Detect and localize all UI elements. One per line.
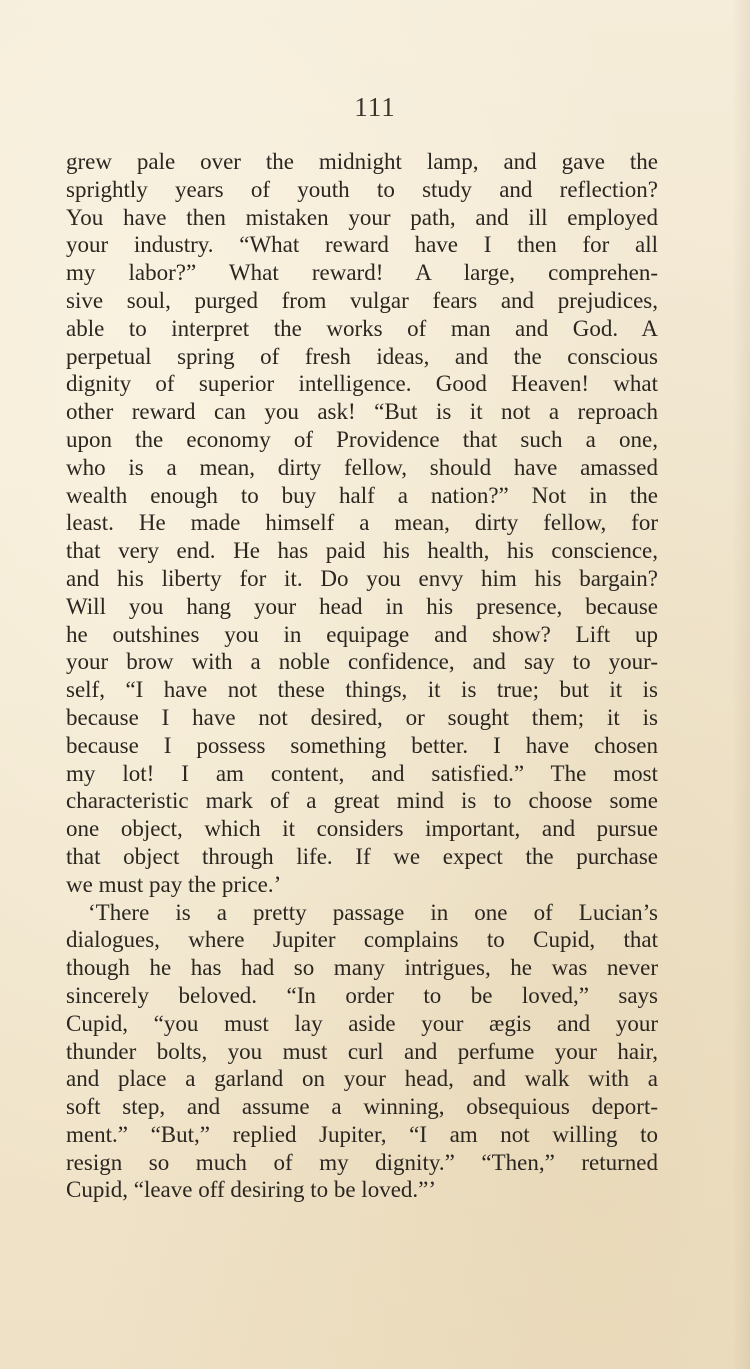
text-line: sincerely beloved. “In order to be loved,” says [66, 982, 658, 1008]
text-line: dignity of superior intelligence. Good Heaven! what [66, 371, 658, 397]
text-line: he outshines you in equipage and show? Lift up [66, 621, 658, 647]
text-line: thunder bolts, you must curl and perfume your hair, [66, 1038, 658, 1064]
text-line: characteristic mark of a great mind is to choose some [66, 788, 658, 814]
page-number: 111 [354, 92, 396, 122]
text-line: your brow with a noble confidence, and say to your- [66, 649, 658, 675]
body-text [66, 148, 658, 1204]
text-line: my labor?” What reward! A large, comprehen- [66, 260, 658, 286]
text-line: sive soul, purged from vulgar fears and prejudices, [66, 287, 658, 313]
text-line: who is a mean, dirty fellow, should have amassed [66, 454, 658, 480]
text-line: resign so much of my dignity.” “Then,” returned [66, 1149, 658, 1175]
text-line: perpetual spring of fresh ideas, and the conscious [66, 343, 658, 369]
text-line: your industry. “What reward have I then for all [66, 232, 658, 258]
text-line: because I have not desired, or sought them; it is [66, 704, 658, 730]
text-line: my lot! I am content, and satisfied.” The most [66, 760, 658, 786]
text-line: because I possess something better. I have chosen [66, 732, 658, 758]
text-line: upon the economy of Providence that such a one, [66, 426, 658, 452]
text-line: and his liberty for it. Do you envy him his bargain? [66, 565, 658, 591]
text-line: You have then mistaken your path, and ill employed [66, 204, 658, 230]
text-line: self, “I have not these things, it is true; but it is [66, 677, 658, 703]
text-line: able to interpret the works of man and God. A [66, 315, 658, 341]
text-line: other reward can you ask! “But is it not a reproach [66, 399, 658, 425]
text-line: dialogues, where Jupiter complains to Cupid, that [66, 927, 658, 953]
text-line: ment.” “But,” replied Jupiter, “I am not willing to [66, 1121, 658, 1147]
text-line: Cupid, “leave off desiring to be loved.”’ [66, 1177, 437, 1203]
text-line: and place a garland on your head, and walk with a [66, 1066, 658, 1092]
text-line: grew pale over the midnight lamp, and gave the [66, 149, 658, 174]
text-line: that object through life. If we expect the purchase [66, 843, 658, 869]
text-line: though he has had so many intrigues, he was never [66, 955, 658, 981]
text-line: Will you hang your head in his presence, because [66, 593, 658, 619]
text-line: soft step, and assume a winning, obsequious deport- [66, 1094, 658, 1120]
text-line: least. He made himself a mean, dirty fellow, for [66, 510, 658, 536]
text-line: sprightly years of youth to study and reflection? [66, 176, 658, 202]
text-line: one object, which it considers important, and pursue [66, 816, 658, 842]
text-line: wealth enough to buy half a nation?” Not in the [66, 482, 658, 508]
text-line: we must pay the price.’ [66, 871, 282, 897]
text-line: that very end. He has paid his health, his conscience, [66, 538, 658, 564]
text-line: ‘There is a pretty passage in one of Lucian’s [88, 899, 658, 925]
text-line: Cupid, “you must lay aside your ægis and your [66, 1010, 658, 1036]
